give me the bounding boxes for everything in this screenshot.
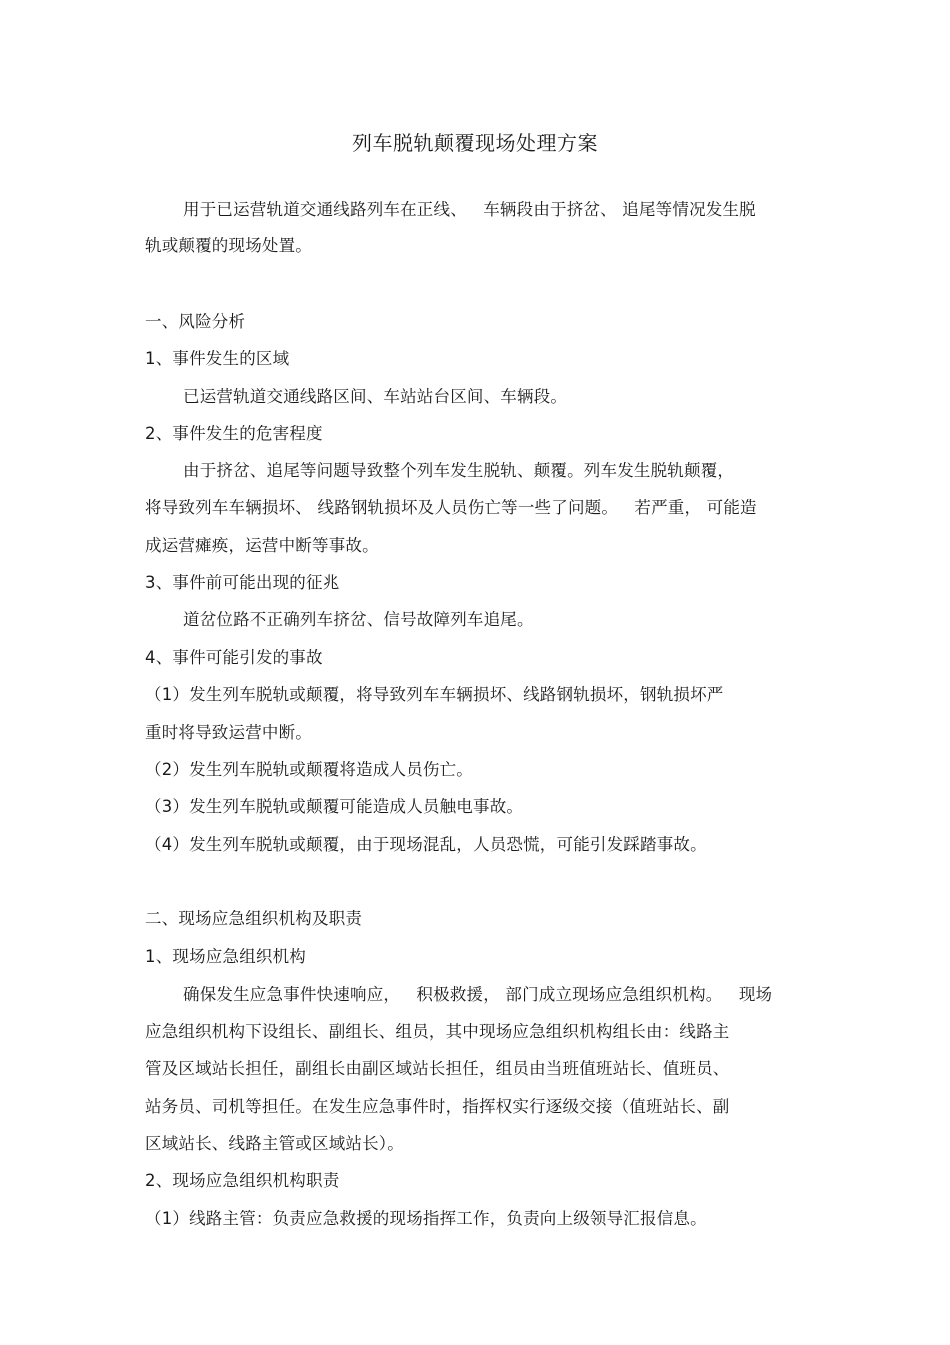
section-1-item-4-heading: 4、事件可能引发的事故 [145, 648, 323, 667]
section-1-item-4-point-3: （3）发生列车脱轨或颠覆可能造成人员触电事故。 [145, 797, 524, 816]
section-1-item-2-body-line-2: 将导致列车车辆损坏、 线路钢轨损坏及人员伤亡等一些了问题。 若严重， 可能造 [145, 498, 757, 517]
section-2-item-2-heading: 2、现场应急组织机构职责 [145, 1171, 340, 1190]
section-1-item-4-point-2: （2）发生列车脱轨或颠覆将造成人员伤亡。 [145, 760, 473, 779]
section-1-item-2-heading: 2、事件发生的危害程度 [145, 424, 323, 443]
section-1-item-1-heading: 1、事件发生的区域 [145, 349, 290, 368]
section-2-item-1-body-line-3: 管及区域站长担任，副组长由副区域站长担任，组员由当班值班站长、值班员、 [145, 1059, 730, 1078]
document-title: 列车脱轨颠覆现场处理方案 [352, 131, 598, 155]
section-2-item-2-point-1: （1）线路主管：负责应急救援的现场指挥工作，负责向上级领导汇报信息。 [145, 1209, 707, 1228]
section-2-item-1-body-line-4: 站务员、司机等担任。在发生应急事件时，指挥权实行逐级交接（值班站长、副 [145, 1097, 730, 1116]
section-2-heading: 二、现场应急组织机构及职责 [145, 909, 363, 928]
section-1-item-3-heading: 3、事件前可能出现的征兆 [145, 573, 340, 592]
section-2-item-1-body-line-2: 应急组织机构下设组长、副组长、组员，其中现场应急组织机构组长由：线路主 [145, 1022, 730, 1041]
section-2-item-1-body-line-1: 确保发生应急事件快速响应， 积极救援， 部门成立现场应急组织机构。 现场 [183, 985, 773, 1004]
section-1-item-2-body-line-1: 由于挤岔、追尾等问题导致整个列车发生脱轨、颠覆。列车发生脱轨颠覆， [183, 461, 735, 480]
section-1-item-4-point-4: （4）发生列车脱轨或颠覆，由于现场混乱，人员恐慌，可能引发踩踏事故。 [145, 835, 707, 854]
section-1-item-4-point-1: （1）发生列车脱轨或颠覆，将导致列车车辆损坏、线路钢轨损坏，钢轨损坏严 [145, 685, 724, 704]
intro-line-2: 轨或颠覆的现场处置。 [145, 236, 312, 255]
section-1-item-2-body-line-3: 成运营瘫痪，运营中断等事故。 [145, 536, 379, 555]
section-2-item-1-heading: 1、现场应急组织机构 [145, 947, 306, 966]
section-2-item-1-body-line-5: 区域站长、线路主管或区域站长）。 [145, 1134, 404, 1153]
section-1-heading: 一、风险分析 [145, 312, 246, 331]
intro-line-1: 用于已运营轨道交通线路列车在正线、 车辆段由于挤岔、 追尾等情况发生脱 [183, 200, 756, 219]
section-1-item-1-body: 已运营轨道交通线路区间、车站站台区间、车辆段。 [183, 387, 568, 406]
section-1-item-4-point-1-cont: 重时将导致运营中断。 [145, 723, 312, 742]
section-1-item-3-body: 道岔位路不正确列车挤岔、信号故障列车追尾。 [183, 610, 534, 629]
